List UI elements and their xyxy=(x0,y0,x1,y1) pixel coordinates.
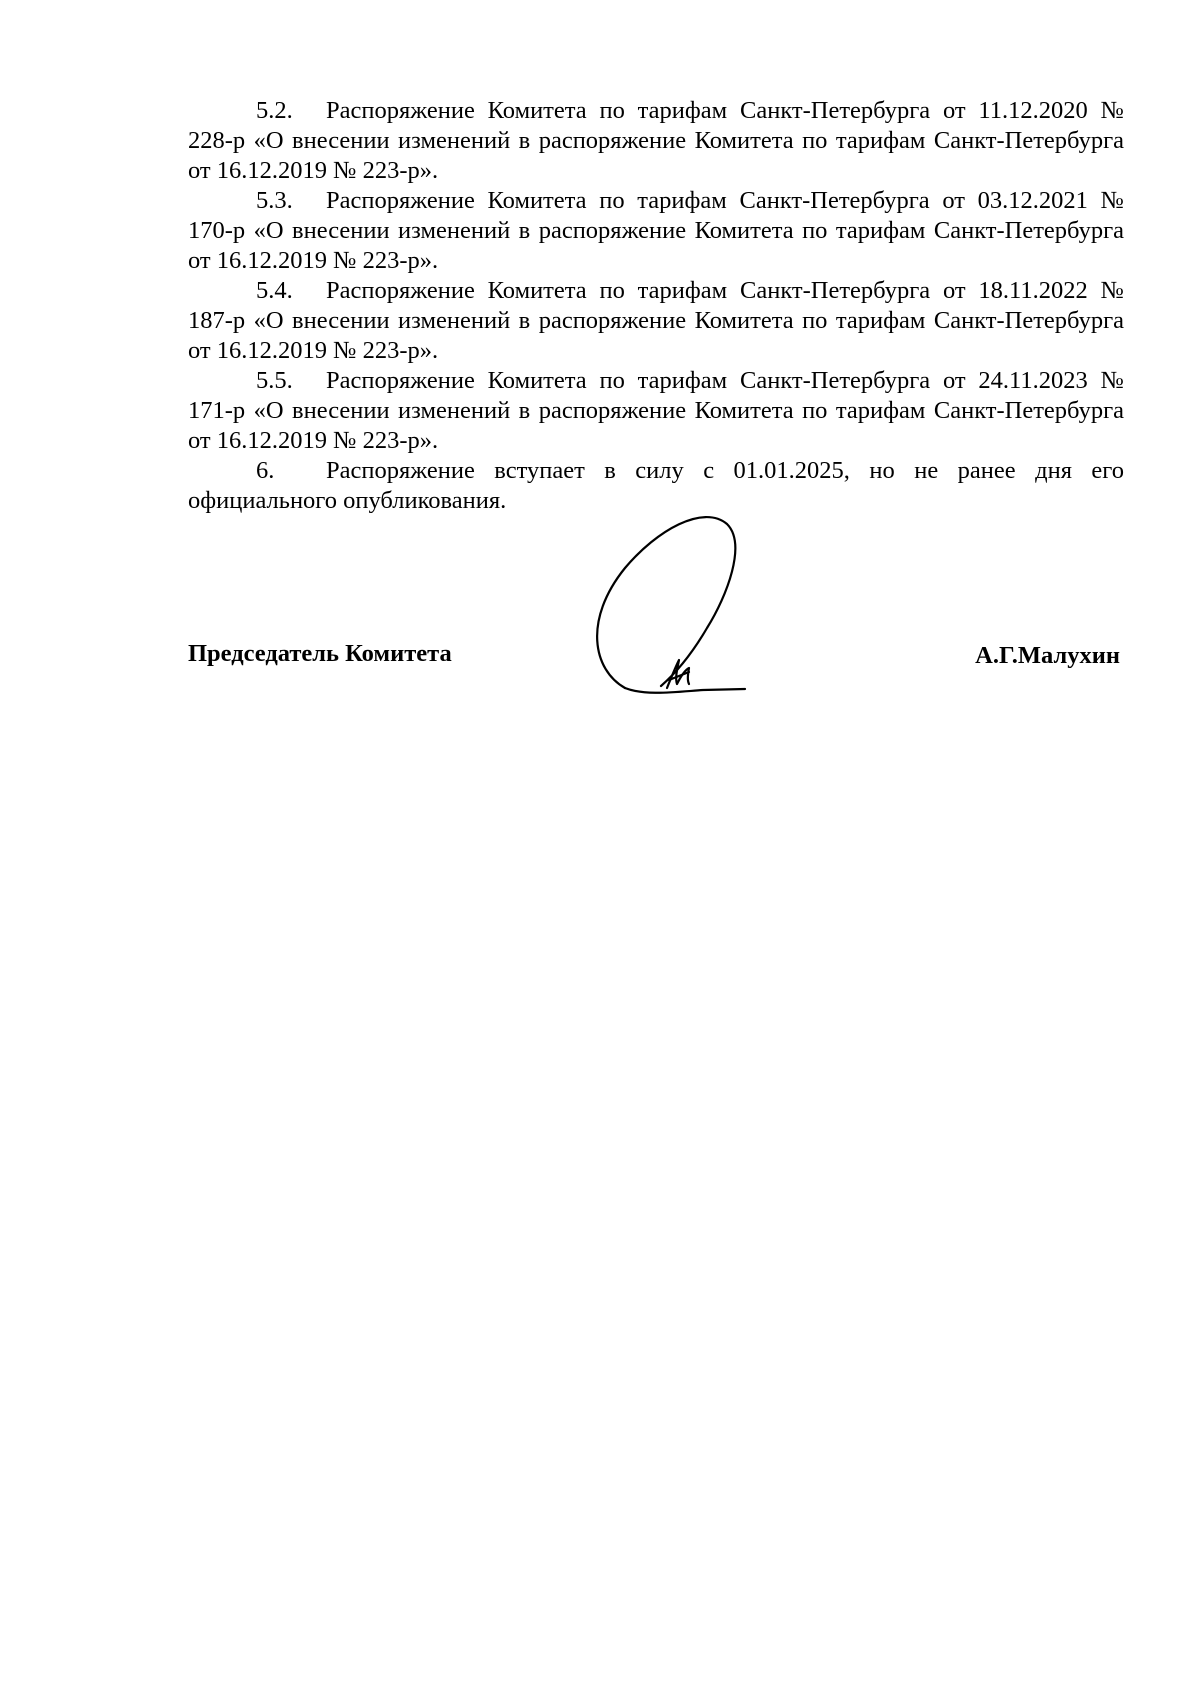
signer-title: Председатель Комитета xyxy=(188,640,452,667)
paragraph-number: 5.3. xyxy=(256,187,293,214)
paragraph-text: Распоряжение Комитета по тарифам Санкт-Петербурга от 18.11.2022 № 187-р «О внесении изменений в распоряжение Комитета по тарифам Санкт-Петербурга от 16.12.2019 № 223-р». xyxy=(188,277,1124,364)
signer-name: А.Г.Малухин xyxy=(975,642,1120,669)
paragraph-5-5 xyxy=(188,366,1124,456)
paragraph-number: 5.4. xyxy=(256,277,293,304)
paragraph-number: 5.2. xyxy=(256,97,293,124)
paragraph-text: Распоряжение Комитета по тарифам Санкт-Петербурга от 11.12.2020 № 228-р «О внесении изменений в распоряжение Комитета по тарифам Санкт-Петербурга от 16.12.2019 № 223-р». xyxy=(188,97,1124,184)
paragraph-text: Распоряжение Комитета по тарифам Санкт-Петербурга от 24.11.2023 № 171-р «О внесении изменений в распоряжение Комитета по тарифам Санкт-Петербурга от 16.12.2019 № 223-р». xyxy=(188,367,1124,454)
paragraph-number: 6. xyxy=(256,457,275,484)
paragraph-number: 5.5. xyxy=(256,367,293,394)
paragraph-5-4 xyxy=(188,276,1124,366)
paragraph-6 xyxy=(188,456,1124,516)
paragraph-5-2 xyxy=(188,96,1124,186)
paragraph-text: Распоряжение Комитета по тарифам Санкт-Петербурга от 03.12.2021 № 170-р «О внесении изменений в распоряжение Комитета по тарифам Санкт-Петербурга от 16.12.2019 № 223-р». xyxy=(188,187,1124,274)
paragraph-5-3 xyxy=(188,186,1124,276)
signature-block xyxy=(188,640,1124,680)
document-body xyxy=(188,96,1124,516)
paragraph-text: Распоряжение вступает в силу с 01.01.2025, но не ранее дня его официального опубликования. xyxy=(188,457,1124,514)
